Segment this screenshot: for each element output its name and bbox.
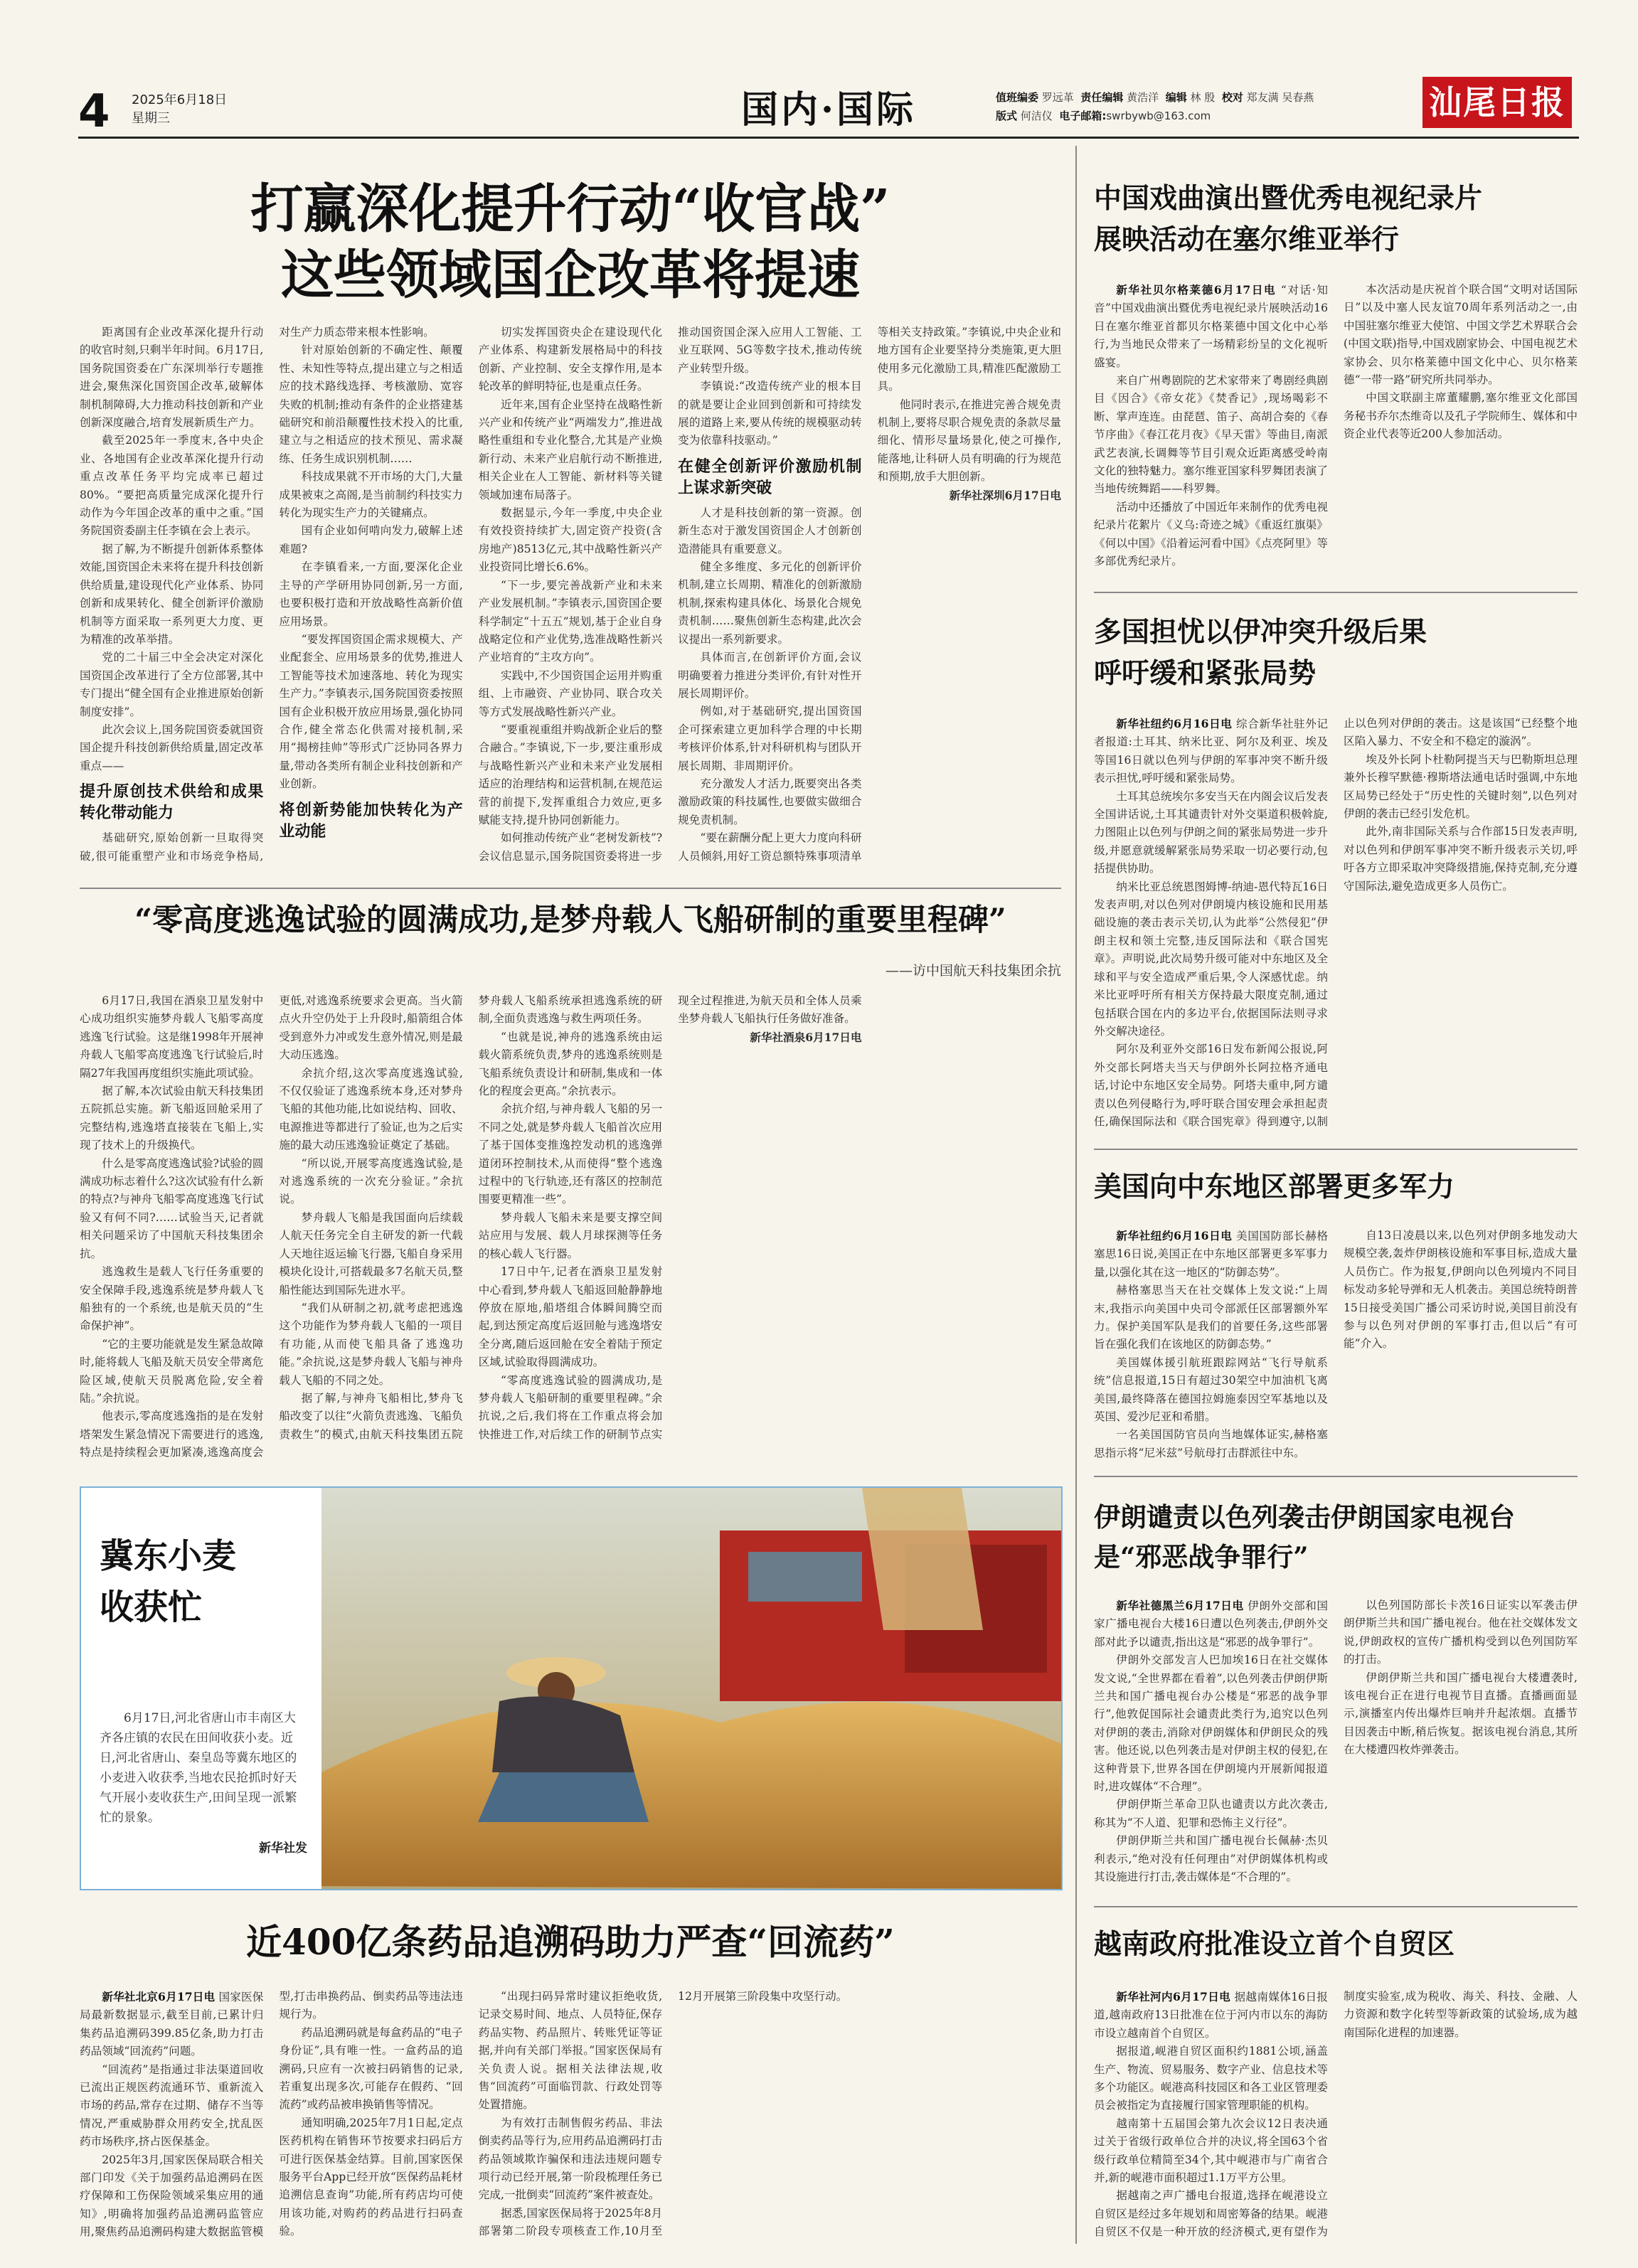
section-divider [80, 888, 1061, 889]
paragraph: 健全多维度、多元化的创新评价机制,建立长周期、精准化的创新激励机制,探索构建具体化、场景化合规免责机制……聚焦创新生态构建,此次会议提出一系列新要求。 [678, 560, 862, 646]
iran-title-line2: 是“邪恶战争罪行” [1094, 1541, 1309, 1572]
paragraph: 赫格塞思当天在社交媒体上发文说:“上周末,我指示向美国中央司令部派任区部署额外军力。保护美国军队是我们的首要任务,这些部署旨在强化我们在该地区的防御态势。” [1094, 1284, 1328, 1351]
wheat-headline [100, 1530, 313, 1633]
wheat-title-line1: 冀东小麦 [100, 1536, 237, 1576]
layout-name: 何洁仪 [1020, 110, 1053, 122]
subheading: 将创新势能加快转化为产业动能 [279, 800, 463, 841]
paragraph: “出现扫码异常时建议拒绝收货,记录交易时间、地点、人员特征,保存药品实物、药品照片、转账凭证等证据,并向有关部门举报。”国家医保局有关负责人说。据相关法律法规,收售“回流药”可面临罚款、行政处罚等处置措施。 [478, 1990, 663, 2112]
soe-article [80, 324, 1061, 875]
email-address[interactable]: swrbywb@163.com [1106, 110, 1211, 122]
page-number: 4 [78, 85, 110, 138]
editor-role: 编辑 [1165, 91, 1187, 104]
paragraph: 伊朗伊斯兰共和国广播电视台长佩赫·杰贝利表示,“绝对没有任何理由”对伊朗媒体机构或其设施进行打击,袭击媒体是“不合理的”。 [1094, 1834, 1328, 1884]
paragraph: “我们从研制之初,就考虑把逃逸这个功能作为梦舟载人飞船的一项目有功能,从而使飞船具备了逃逸功能。”余抗说,这是梦舟载人飞船与神舟载人飞船的不同之处。 [279, 1301, 463, 1387]
paragraph: 截至2025年一季度末,各中央企业、各地国有企业改革深化提升行动重点改革任务平均完成率已超过80%。“要把高质量完成深化提升行动作为今年国企改革的重中之重。”国务院国资委副主任李镇在会上表示。 [80, 434, 264, 538]
section-divider [1094, 1149, 1578, 1150]
section-divider [1094, 1906, 1578, 1907]
paragraph: 余抗介绍,与神舟载人飞船的另一不同之处,就是梦舟载人飞船首次应用了基于国体变推逸控发动机的逃逸弹道闭环控制技术,从而使得“整个逃逸过程中的飞行轨迹,还有落区的控制范围要更精准一些”。 [478, 1102, 663, 1206]
wheat-photo-feature [80, 1486, 1063, 1890]
paragraph-text: 据越南媒体16日报道,越南政府13日批准在位于河内市以东的海防市设立越南首个自贸区。 [1094, 1991, 1328, 2040]
wheat-caption: 6月17日,河北省唐山市丰南区大齐各庄镇的农民在田间收获小麦。近日,河北省唐山、秦皇岛等冀东地区的小麦进入收获季,当地农民抢抓时好天气开展小麦收获生产,田间呈现一派繁忙的景象。 [100, 1711, 297, 1825]
paragraph: 2025年3月,国家医保局联合相关部门印发《关于加强药品追溯码在医疗保障和工伤保险领域采集应用的通知》,明确将加强药品追溯码监管应用,聚焦药品追溯码构建大数据监管模型,打击串换药品、倒卖药品等违法违规行为。 [80, 1990, 463, 2239]
paragraph: “要在薪酬分配上更大力度向科研人员倾斜,用好工资总额特殊事项清单等相关支持政策。”李镇说,中央企业和地方国有企业要坚持分类施策,更大胆使用多元化激励工具,精准匹配激励工具。 [678, 326, 1061, 863]
dateline: 新华社纽约6月16日电 [1116, 717, 1233, 730]
opera-title-line2: 展映活动在塞尔维亚举行 [1094, 223, 1400, 256]
paragraph: 国有企业如何啃向发力,破解上述难题? [279, 524, 463, 555]
paragraph: 纳米比亚总统恩图姆博-纳迪-恩代特瓦16日发表声明,对以色列对伊朗境内核设施和民用基础设施的袭击表示关切,认为此举“公然侵犯”伊朗主权和领土完整,违反国际法和《联合国宪章》。声明说,此次局势升级可能对中东地区及全球和平与安全造成严重后果,令人深感忧虑。纳米比亚呼吁所有相关方保持最大限度克制,通过包括联合国在内的多边平台,依据国际法则寻求外交解决途径。 [1094, 880, 1328, 1038]
column-divider [1075, 146, 1077, 2244]
paragraph: 此外,南非国际关系与合作部15日发表声明,对以色列和伊朗军事冲突不断升级表示关切,呼吁各方立即采取冲突降级措施,保持克制,充分遵守国际法,避免造成更多人员伤亡。 [1344, 825, 1578, 893]
israel-article [1094, 715, 1578, 1138]
paragraph: 针对原始创新的不确定性、颠覆性、未知性等特点,提出建立与之相适应的技术路线选择、考核激励、宽容失败的机制;推动有条件的企业搭建基础研究和前沿颠覆性技术投入的比重,建立与之相适应的技术预见、需求凝练、任务生成识别机制…… [279, 344, 463, 465]
editor-credits [996, 88, 1394, 125]
paragraph-text: 美国国防部长赫格塞思16日说,美国正在中东地区部署更多军事力量,以强化其在这一地区的“防御态势”。 [1094, 1230, 1328, 1279]
paragraph [1094, 715, 1328, 788]
paragraph: 例如,对于基础研究,提出国资国企可探索建立更加科学合理的中长期考核评价体系,针对科研机构与团队开展长周期、非周期评价。 [678, 705, 862, 772]
paragraph: 通知明确,2025年7月1日起,定点医药机构在销售环节按要求扫码后方可进行医保基金结算。目前,国家医保服务平台App已经开放“医保药品耗材追溯信息查询”功能,所有药店均可使用该功能,对购药的药品进行扫码查验。 [279, 2116, 463, 2238]
section-divider [1094, 592, 1578, 593]
paragraph: 数据显示,今年一季度,中央企业有效投资持续扩大,固定资产投资(含房地产)8513亿元,其中战略性新兴产业投资同比增长6.6%。 [478, 506, 663, 574]
subheading: 提升原创技术供给和成果转化带动能力 [80, 782, 264, 823]
paragraph: 美国媒体援引航班跟踪网站“飞行导航系统”信息报道,15日有超过30架空中加油机飞离美国,最终降落在德国拉姆施泰因空军基地以及英国、爱沙尼亚和希腊。 [1094, 1356, 1328, 1424]
paragraph-text: “对话·知音”中国戏曲演出暨优秀电视纪录片展映活动16日在塞尔维亚首都贝尔格莱德中国文化中心举行,为当地民众带来了一场精彩纷呈的文化视听盛宴。 [1094, 284, 1328, 369]
paragraph: 活动中还播放了中国近年来制作的优秀电视纪录片花絮片《义乌:奇迹之城》《重返红旗渠》《何以中国》《沿着运河看中国》《点亮阿里》等多部优秀纪录片。 [1094, 500, 1328, 568]
paragraph: 科技成果就不开市场的大门,大量成果被束之高阁,是当前制约科技实力转化为现实生产力的关键痛点。 [279, 470, 463, 520]
article-credit: 新华社酒泉6月17日电 [750, 1030, 862, 1044]
paragraph: 6月17日,我国在酒泉卫星发射中心成功组织实施梦舟载人飞船零高度逃逸飞行试验。这是继1998年开展神舟载人飞船零高度逃逸飞行试验后,时隔27年我国再度组织实施此项试验。 [80, 994, 264, 1080]
paragraph [1094, 1597, 1328, 1651]
wheat-title-line2: 收获忙 [100, 1587, 203, 1627]
section-title: 国内·国际 [740, 88, 917, 132]
paragraph: 一名美国国防官员向当地媒体证实,赫格塞思指示将“尼米兹”号航母打击群派往中东。 [1094, 1428, 1328, 1459]
paragraph: “也就是说,神舟的逃逸系统由运载火箭系统负责,梦舟的逃逸系统则是飞船系统负责设计和研制,集成和一体化的程度会更高。”余抗表示。 [478, 1030, 663, 1098]
paragraph: 土耳其总统埃尔多安当天在内阁会议后发表全国讲话说,土耳其谴责针对外交渠道积极斡旋,力图阻止以色列与伊朗之间的紧张局势进一步升级,并愿意就缓解紧张局势采取一切必要行动,包括提供协助。 [1094, 789, 1328, 875]
israel-title-line1: 多国担忧以伊冲突升级后果 [1094, 616, 1427, 649]
paragraph: “所以说,开展零高度逃逸试验,是对逃逸系统的一次充分验证。”余抗说。 [279, 1156, 463, 1206]
paragraph: “要重视重组并购战新企业后的整合融合。”李镇说,下一步,要注重形成与战略性新兴产业和未来产业发展相适应的治理结构和运营机制,在规范运营的前提下,发挥重组合力效应,更多赋能支持,提升协同创新能力。 [478, 723, 663, 826]
iran-title-line1: 伊朗谴责以色列袭击伊朗国家电视台 [1094, 1501, 1515, 1533]
soe-title-line1: 打赢深化提升行动“收官战” [250, 179, 890, 240]
paragraph: 伊朗外交部发言人巴加埃16日在社交媒体发文说,“全世界都在看着”,以色列袭击伊朗伊斯兰共和国广播电视台办公楼是“邪恶的战争罪行”,他敦促国际社会谴责此类行为,追究以色列对伊朗的袭击,消除对伊朗媒体和伊朗民众的残害。他还说,以色列袭击是对伊朗主权的侵犯,在这种背景下,世界各国在伊朗境内开展新闻报道时,进攻媒体“不合理”。 [1094, 1654, 1328, 1794]
issue-date: 2025年6月18日 [132, 92, 228, 107]
editor-role: 值班编委 [996, 91, 1039, 104]
iran-headline [1094, 1497, 1578, 1577]
paragraph: 在李镇看来,一方面,要深化企业主导的产学研用协同创新,另一方面,也要积极打造和开放战略性高新价值应用场景。 [279, 560, 463, 628]
farmer-trousers [478, 1772, 649, 1822]
paragraph: “要发挥国资国企需求规模大、产业配套全、应用场景多的优势,推进人工智能等技术加速落地、转化为现实生产力。”李镇表示,国务院国资委按照国有企业积极开放应用场景,强化协同合作,健全常态化供需对接机制,采用“揭榜挂帅”等形式广泛协同各界力量,带动各类所有制企业科技创新和产业创新。 [279, 632, 463, 791]
editor-role: 校对 [1221, 91, 1243, 104]
paragraph: “它的主要功能就是发生紧急故障时,能将载人飞船及航天员安全带离危险区域,使航天员脱离危险,安全着陆。”余抗说。 [80, 1337, 264, 1405]
paragraph: 李镇说:“改造传统产业的根本目的就是要让企业回到创新和可持续发展的道路上来,要从传统的规模驱动转变为依靠科技驱动。” [678, 380, 862, 447]
paragraph: 据越南之声广播电台报道,选择在岘港设立自贸区是经过多年规划和周密筹备的结果。岘港自贸区不仅是一种开放的经济模式,更有望作为制度实验室,成为税收、海关、科技、金融、人力资源和数字化转型等新政策的试验场,成为越南国际化进程的加速器。 [1094, 1990, 1578, 2239]
paragraph: 以色列国防部长卡茨16日证实以军袭击伊朗伊斯兰共和国广播电视台。他在社交媒体发文说,伊朗政权的宣传广播机构受到以色列国防军的打击。 [1344, 1599, 1578, 1666]
paragraph: 充分激发人才活力,既要突出各类激励政策的科技属性,也要做实做细合规免责机制。 [678, 777, 862, 826]
paragraph: “回流药”是指通过非法渠道回收已流出正规医药流通环节、重新流入市场的药品,常存在过期、储存不当等情况,严重威胁群众用药安全,扰乱医药市场秩序,挤占医保基金。 [80, 2062, 264, 2149]
paragraph: 他同时表示,在推进完善合规免责机制上,要将尽职合规免责的条款尽量细化、情形尽量场景化,使之可操作,能落地,让科研人员有明确的行为规范和预期,放手大胆创新。 [877, 398, 1061, 484]
mengzhou-headline: “零高度逃逸试验的圆满成功,是梦舟载人飞船研制的重要里程碑” [134, 903, 1006, 938]
paragraph: 基础研究,原始创新一旦取得突破,很可能重塑产业和市场竞争格局,对生产力质态带来根本性影响。 [80, 326, 435, 863]
paragraph: 党的二十届三中全会决定对深化国资国企改革进行了全方位部署,其中专门提出“健全国有企业推进原始创新制度安排”。 [80, 651, 264, 718]
paragraph: 余抗介绍,这次零高度逃逸试验,不仅仅验证了逃逸系统本身,还对梦舟飞船的其他功能,比如说结构、回收、电源推进等都进行了验证,也为之后实施的最大动压逃逸验证奠定了基础。 [279, 1066, 463, 1152]
paragraph: 如何推动传统产业“老树发新枝”?会议信息显示,国务院国资委将进一步推动国资国企深入应用人工智能、工业互联网、5G等数字技术,推动传统产业转型升级。 [478, 326, 862, 863]
paragraph: 梦舟载人飞船是我国面向后续载人航天任务完全自主研发的新一代载人天地往返运输飞行器,飞船自身采用模块化设计,可搭载最多7名航天员,整船性能达到国际先进水平。 [279, 1210, 463, 1297]
paragraph [80, 1988, 263, 2061]
paragraph: 具体而言,在创新评价方面,会议明确要着力推进分类评价,有针对性开展长周期评价。 [678, 651, 862, 700]
paragraph: 据报道,岘港自贸区面积约1881公顷,涵盖生产、物流、贸易服务、数字产业、信息技术等多个功能区。岘港高科技园区和各工业区管理委员会被指定为直接履行国家管理职能的机构。 [1094, 2045, 1328, 2112]
paragraph: 阿尔及利亚外交部16日发布新闻公报说,阿外交部长阿塔夫当天与伊朗外长阿拉格齐通电话,讨论中东地区安全局势。阿塔夫重申,阿方谴责以色列侵略行为,呼吁联合国安理会承担起责任,确保国际法和《联合国宪章》得到遵守,以制止以色列对伊朗的袭击。这是该国“已经整个地区陷入暴力、不安全和不稳定的漩涡”。 [1094, 717, 1578, 1128]
paragraph: 据了解,为不断提升创新体系整体效能,国资国企未来将在提升科技创新供给质量,建设现代化产业体系、协同创新和成果转化、健全创新评价激励机制等方面采取一系列更大力度、更为精准的改革举措。 [80, 542, 264, 646]
usme-article [1094, 1227, 1578, 1465]
editor-name: 罗远革 [1041, 91, 1074, 104]
article-credit: 新华社深圳6月17日电 [949, 488, 1061, 502]
paragraph: 距离国有企业改革深化提升行动的收官时刻,只剩半年时间。6月17日,国务院国资委在广东深圳举行专题推进会,聚焦深化国资国企改革,破解体制机制障碍,大力推动科技创新和产业创新深度融合,培育发展新质生产力。 [80, 326, 264, 430]
soe-title-line2: 这些领域国企改革将提速 [281, 244, 860, 306]
paragraph: 据了解,与神舟飞船相比,梦舟飞船改变了以往“火箭负责逃逸、飞船负责救生”的模式,由航天科技集团五院梦舟载人飞船系统承担逃逸系统的研制,全面负责逃逸与救生两项任务。 [279, 994, 663, 1441]
paragraph: 本次活动是庆祝首个联合国“文明对话国际日”以及中塞人民友谊70周年系列活动之一,由中国驻塞尔维亚大使馆、中国文学艺术界联合会(中国文联)指导,中国戏剧家协会、中国电视艺术家协会、贝尔格莱德中国文化中心、贝尔格莱德“一带一路”研究所共同举办。 [1344, 283, 1578, 387]
editor-name: 郑友满 吴春燕 [1246, 91, 1314, 104]
vietnam-headline: 越南政府批准设立首个自贸区 [1094, 1928, 1455, 1961]
paragraph [1094, 281, 1328, 372]
opera-title-line1: 中国戏曲演出暨优秀电视纪录片 [1094, 182, 1483, 215]
vietnam-article [1094, 1988, 1578, 2258]
dateline: 新华社北京6月17日电 [102, 1990, 216, 2003]
paragraph [1094, 1227, 1328, 1282]
soe-headline [80, 176, 1061, 308]
harvester-window [748, 1552, 862, 1602]
paragraph: 此次会议上,国务院国资委就国资国企提升科技创新供给质量,固定改革重点—— [80, 723, 264, 772]
editor-name: 黄浩洋 [1127, 91, 1159, 104]
paragraph-text: 综合新华社驻外记者报道:土耳其、纳米比亚、阿尔及利亚、埃及等国16日就以色列与伊朗的军事冲突不断升级表示担忧,呼吁缓和紧张局势。 [1094, 718, 1328, 785]
subheading: 在健全创新评价激励机制上谋求新突破 [678, 457, 862, 497]
paragraph: 来自广州粤剧院的艺术家带来了粤剧经典剧目《因合》《帝女花》《焚香记》,现场喝彩不断、掌声连连。由琵琶、笛子、高胡合奏的《春节序曲》《春江花月夜》《早天雷》等曲目,南派武艺表演,长调舞等节目引观众近距离感受岭南文化的独特魅力。塞尔维亚国家科罗舞团表演了当地传统舞蹈——科罗舞。 [1094, 374, 1328, 496]
dateline: 新华社河内6月17日电 [1116, 1990, 1231, 2003]
photo-credit: 新华社发 [259, 1841, 307, 1856]
paragraph: 埃及外长阿卜杜勒阿提当天与巴勒斯坦总理兼外长穆罕默德·穆斯塔法通电话时强调,中东地区局势已经处于“历史性的关键时刻”,以色列对伊朗的袭击已经引发危机。 [1344, 752, 1578, 821]
drug-article [80, 1988, 1061, 2258]
israel-title-line2: 呼吁缓和紧张局势 [1094, 657, 1317, 690]
paragraph: 梦舟载人飞船未来是要支撑空间站应用与发展、载人月球探测等任务的核心载人飞行器。 [478, 1210, 663, 1260]
opera-headline [1094, 178, 1578, 260]
paragraph: 他表示,零高度逃逸指的是在发射塔架发生紧急情况下需要进行的逃逸,特点是持续程会更加紧凑,逃逸高度会更低,对逃逸系统要求会更高。当火箭点火升空仍处于上升段时,船箭组合体受到意外力冲或发生意外情况,则是最大动压逃逸。 [80, 994, 463, 1459]
paragraph: 伊朗伊斯兰革命卫队也谴责以方此次袭击,称其为“不人道、犯罪和恐怖主义行径”。 [1094, 1798, 1328, 1829]
paragraph: 逃逸救生是载人飞行任务重要的安全保障手段,逃逸系统是梦舟载人飞船独有的一个系统,也是航天员的“生命保护神”。 [80, 1265, 264, 1333]
grain-stream [862, 1488, 983, 1630]
newspaper-logo: 汕尾日报 [1422, 77, 1572, 128]
mengzhou-article [80, 992, 1061, 1465]
dateline: 新华社贝尔格莱德6月17日电 [1116, 283, 1277, 297]
paragraph: “零高度逃逸试验的圆满成功,是梦舟载人飞船研制的重要里程碑。”余抗说,之后,我们将在工作重点将会加快推进工作,对后续工作的研制节点实现全过程推进,为航天员和全体人员乘坐梦舟载人飞船执行任务做好准备。 [478, 994, 862, 1441]
israel-headline [1094, 612, 1578, 694]
opera-article [1094, 281, 1578, 580]
paragraph: 药品追溯码就是每盒药品的“电子身份证”,具有唯一性。一盒药品的追溯码,只应有一次被扫码销售的记录,若重复出现多次,可能存在假药、“回流药”或药品被串换销售等情况。 [279, 2025, 463, 2112]
paragraph: 据悉,国家医保局将于2025年8月部署第二阶段专项核查工作,10月至12月开展第三阶段集中攻坚行动。 [478, 1990, 848, 2238]
layout-label: 版式 [996, 110, 1018, 122]
paragraph: 中国文联副主席董耀鹏,塞尔维亚文化部国务秘书乔尔杰维奇以及孔子学院师生、媒体和中资企业代表等近200人参加活动。 [1344, 391, 1578, 441]
paragraph: 越南第十五届国会第九次会议12日表决通过关于省级行政单位合并的决议,将全国63个省级行政单位精简至34个,其中岘港市与广南省合并,新的岘港市面积超过1.1万平方公里。 [1094, 2117, 1328, 2185]
drug-headline: 近400亿条药品追溯码助力严查“回流药” [246, 1921, 895, 1963]
paragraph: “下一步,要完善战新产业和未来产业发展机制。”李镇表示,国资国企要科学制定“十五五”规划,基于企业自身战略定位和产业优势,选准战略性新兴产业培育的“主攻方向”。 [478, 578, 663, 664]
paragraph: 人才是科技创新的第一资源。创新生态对于激发国资国企人才创新创造潜能具有重要意义。 [678, 506, 862, 555]
paragraph: 实践中,不少国资国企运用并购重组、上市融资、产业协同、联合攻关等方式发展战略性新兴产业。 [478, 669, 663, 718]
wheat-harvest-photo [321, 1488, 1061, 1889]
dateline: 新华社纽约6月16日电 [1116, 1229, 1233, 1242]
date-block [132, 91, 227, 128]
editor-name: 林 殷 [1190, 91, 1216, 104]
wheat-caption-block [100, 1708, 307, 1856]
paragraph: 17日中午,记者在酒泉卫星发射中心看到,梦舟载人飞船返回舱静静地停放在原地,船塔组合体瞬间腾空而起,到达预定高度后返回舱与逃逸塔安全分离,随后返回舱在安全着陆于预定区域,试验取得圆满成功。 [478, 1265, 663, 1369]
paragraph: 切实发挥国资央企在建设现代化产业体系、构建新发展格局中的科技创新、产业控制、安全支撑作用,是本轮改革的鲜明特征,也是重点任务。 [478, 326, 663, 393]
paragraph: 伊朗伊斯兰共和国广播电视台大楼遭袭时,该电视台正在进行电视节目直播。直播画面显示,演播室内传出爆炸巨响并升起浓烟。直播节目因袭击中断,稍后恢复。据该电视台消息,其所在大楼遭四枚炸弹袭击。 [1344, 1671, 1578, 1757]
wheat-grain-pile [321, 1702, 1061, 1889]
paragraph-text: 伊朗外交部和国家广播电视台大楼16日遭以色列袭击,伊朗外交部对此予以谴责,指出这是“邪恶的战争罪行”。 [1094, 1599, 1328, 1649]
paragraph: 为有效打击制售假劣药品、非法倒卖药品等行为,应用药品追溯码打击药品领域欺诈骗保和违法违规问题专项行动已经开展,第一阶段梳理任务已完成,一批倒卖“回流药”案件被查处。 [478, 2116, 663, 2202]
paragraph: 自13日凌晨以来,以色列对伊朗多地发动大规模空袭,轰炸伊朗核设施和军事目标,造成大量人员伤亡。作为报复,伊朗向以色列境内不同目标发动多轮导弹和无人机袭击。美国总统特朗普15日接受美国广播公司采访时说,美国目前没有参与以色列对伊朗的军事打击,但以后“有可能”介入。 [1344, 1229, 1578, 1351]
section-divider [1094, 1476, 1578, 1477]
dateline: 新华社德黑兰6月17日电 [1116, 1599, 1244, 1612]
issue-weekday: 星期三 [132, 111, 170, 126]
paragraph: 近年来,国有企业坚持在战略性新兴产业和传统产业“两端发力”,推进战略性重组和专业化整合,尤其是产业焕新行动、未来产业启航行动不断推进,相关企业在人工智能、新材料等关键领域加速布局落子。 [478, 398, 663, 501]
mengzhou-subtitle: ——访中国航天科技集团余抗 [885, 963, 1061, 979]
usme-headline: 美国向中东地区部署更多军力 [1094, 1171, 1455, 1203]
iran-article [1094, 1597, 1578, 1895]
paragraph [1094, 1988, 1328, 2043]
editor-role: 责任编辑 [1080, 91, 1124, 104]
paragraph: 据了解,本次试验由航天科技集团五院抓总实施。新飞船返回舱采用了完整结构,逃逸塔直接装在飞船上,实现了技术上的升级换代。 [80, 1085, 264, 1152]
paragraph-text: 国家医保局最新数据显示,截至目前,已累计归集药品追溯码399.85亿条,助力打击药品领域“回流药”问题。 [80, 1991, 264, 2058]
masthead [0, 0, 1638, 142]
paragraph: 什么是零高度逃逸试验?试验的圆满成功标志着什么?这次试验有什么新的特点?与神舟飞船零高度逃逸飞行试验又有何不同?……试验当天,记者就相关问题采访了中国航天科技集团余抗。 [80, 1156, 264, 1260]
masthead-rule [78, 137, 1579, 139]
email-label: 电子邮箱: [1059, 110, 1107, 122]
